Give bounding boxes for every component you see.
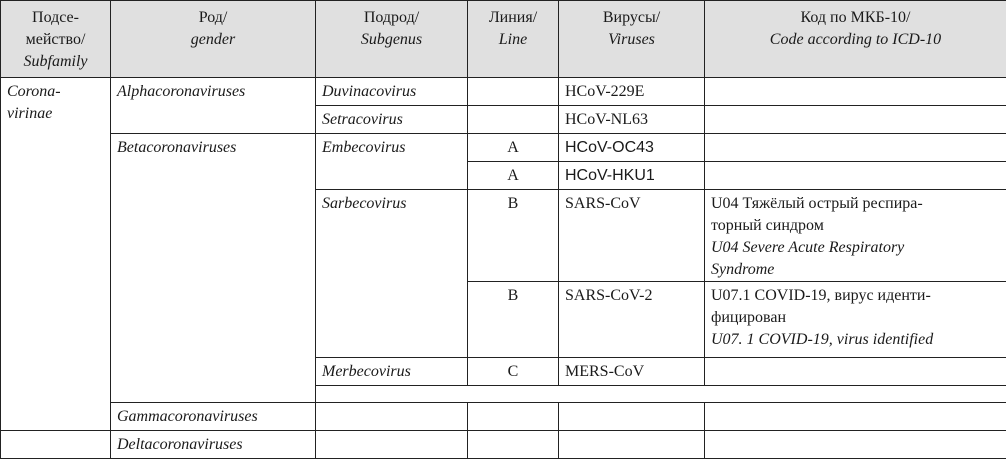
header-gender-en: gender	[190, 31, 236, 48]
virus-cell-empty	[559, 403, 705, 431]
subfamily-line1: Corona-	[7, 83, 61, 100]
header-gender-ru: Род/	[198, 9, 228, 26]
header-subfamily-ru2: мейство/	[25, 31, 86, 48]
subgenus-sarbeco: Sarbecovirus	[316, 190, 468, 358]
genus-delta: Deltacoronaviruses	[111, 431, 316, 459]
header-icd-ru: Код по МКБ-10/	[800, 9, 911, 26]
icd-cell-empty	[705, 78, 1006, 106]
header-gender	[111, 1, 316, 78]
virus-hcovoc43: HCoV-OC43	[559, 134, 705, 162]
icd-cell-empty	[705, 403, 1006, 431]
virus-sarscov: SARS-CoV	[559, 190, 705, 282]
icd-cell-empty	[705, 431, 1006, 459]
header-subgenus-ru: Подрод/	[363, 9, 420, 26]
header-icd-en: Code according to ICD-10	[769, 31, 942, 48]
header-subgenus	[316, 1, 468, 78]
genus-alpha: Alphacoronaviruses	[111, 78, 316, 134]
header-viruses-ru: Вирусы/	[602, 9, 661, 26]
icd-cell-empty	[705, 106, 1006, 134]
header-line	[468, 1, 559, 78]
virus-cell-empty	[559, 431, 705, 459]
icd-sars-ru2: торный синдром	[711, 217, 824, 234]
subgenus-cell-empty	[316, 403, 468, 431]
subgenus-cell-empty	[316, 431, 468, 459]
icd-cell-empty	[705, 134, 1006, 162]
table-row	[1, 403, 1006, 431]
icd-sars-en2: Syndrome	[711, 261, 775, 278]
header-icd	[705, 1, 1006, 78]
virus-hcov229e: HCoV-229E	[559, 78, 705, 106]
header-subfamily-en: Subfamily	[23, 53, 88, 70]
icd-sars	[705, 190, 1006, 282]
header-subgenus-en: Subgenus	[360, 31, 423, 48]
line-a: A	[468, 162, 559, 190]
subfamily-line2: virinae	[7, 105, 53, 122]
header-viruses-en: Viruses	[608, 31, 655, 48]
icd-covid-ru1: U07.1 COVID-19, вирус иденти-	[711, 287, 931, 304]
subgenus-merbeco: Merbecovirus	[316, 358, 468, 386]
icd-sars-ru1: U04 Тяжёлый острый респира-	[711, 195, 923, 212]
virus-sarscov2: SARS-CoV-2	[559, 282, 705, 358]
header-viruses	[559, 1, 705, 78]
virus-merscov: MERS-CoV	[559, 358, 705, 386]
icd-cell-empty	[705, 358, 1006, 386]
line-cell-empty	[468, 106, 559, 134]
genus-gamma: Gammacoronaviruses	[111, 403, 316, 431]
icd-covid-ru2: фицирован	[711, 309, 787, 326]
virus-hcovhku1: HCoV-HKU1	[559, 162, 705, 190]
header-row	[1, 1, 1006, 78]
line-c: C	[468, 358, 559, 386]
subfamily-cell	[1, 78, 111, 431]
line-b: B	[468, 190, 559, 282]
line-cell-empty	[468, 78, 559, 106]
header-subfamily-ru1: Подсе-	[32, 9, 79, 26]
line-cell-empty	[468, 431, 559, 459]
icd-covid-en: U07. 1 COVID-19, virus identified	[711, 331, 934, 348]
line-cell-empty	[468, 403, 559, 431]
virus-hcovnl63: HCoV-NL63	[559, 106, 705, 134]
icd-sars-en1: U04 Severe Acute Respiratory	[711, 239, 905, 256]
header-subfamily	[1, 1, 111, 78]
table-row	[1, 134, 1006, 162]
table-row	[1, 78, 1006, 106]
line-a: A	[468, 134, 559, 162]
line-b: B	[468, 282, 559, 358]
genus-beta: Betacoronaviruses	[111, 134, 316, 403]
subgenus-duvina: Duvinacovirus	[316, 78, 468, 106]
table-row	[1, 431, 1006, 459]
icd-cell-empty	[705, 162, 1006, 190]
header-line-ru: Линия/	[488, 9, 538, 26]
header-line-en: Line	[498, 31, 528, 48]
icd-covid	[705, 282, 1006, 358]
subfamily-cell-empty	[1, 431, 111, 459]
subgenus-setra: Setracovirus	[316, 106, 468, 134]
subgenus-embeco: Embecovirus	[316, 134, 468, 190]
